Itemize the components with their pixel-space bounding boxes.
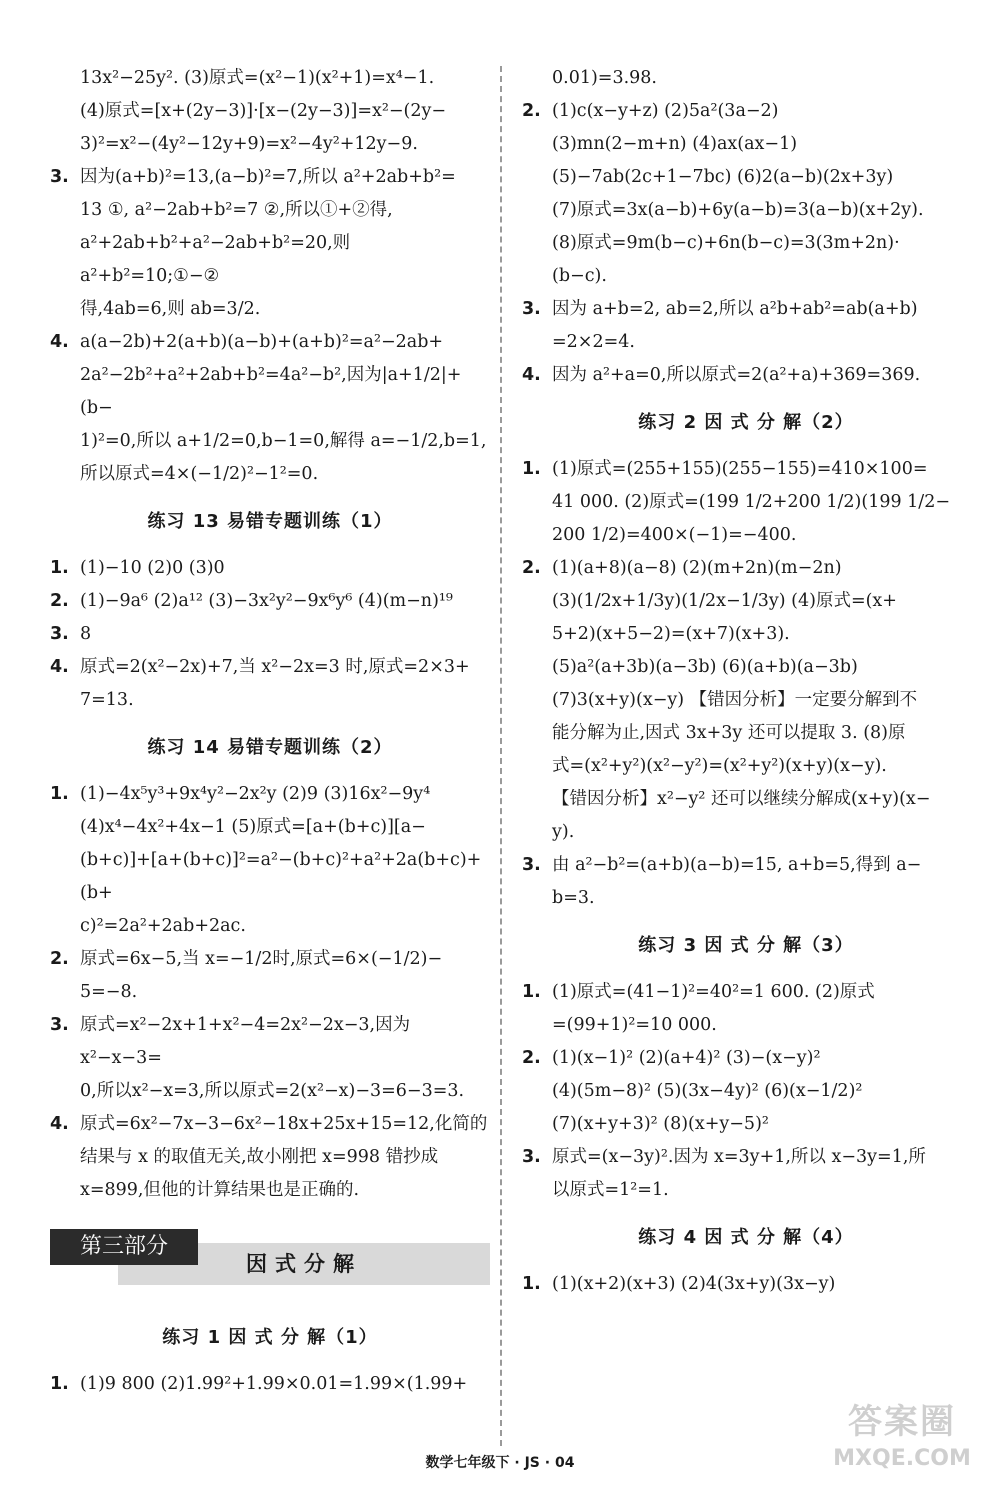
item-number: 1. xyxy=(522,1274,541,1294)
answer-line: (4)x⁴−4x²+4x−1 (5)原式=[a+(b+c)][a− xyxy=(80,817,426,837)
answer-line: 原式=x²−2x+1+x²−4=2x²−2x−3,因为 x²−x−3= xyxy=(80,1015,411,1068)
answer-line: (1)9 800 (2)1.99²+1.99×0.01=1.99×(1.99+ xyxy=(80,1374,468,1394)
watermark-text: 答案圈 xyxy=(848,1402,956,1442)
answer-line: (3)(1/2x+1/3y)(1/2x−1/3y) (4)原式=(x+ xyxy=(552,591,897,611)
answer-line: (1)(x+2)(x+3) (2)4(3x+y)(3x−y) xyxy=(552,1274,836,1294)
answer-line: (1)(a+8)(a−8) (2)(m+2n)(m−2n) xyxy=(552,558,842,578)
answer-line: (1)原式=(41−1)²=40²=1 600. (2)原式 xyxy=(552,982,875,1002)
item-number: 3. xyxy=(50,167,69,187)
item-number: 1. xyxy=(522,982,541,1002)
answer-item xyxy=(50,1368,490,1401)
item-number: 3. xyxy=(522,855,541,875)
item-number: 2. xyxy=(522,558,541,578)
answer-line: =2×2=4. xyxy=(552,332,635,352)
answer-line: (7)3(x+y)(x−y) 【错因分析】一定要分解到不 xyxy=(552,690,918,710)
left-column xyxy=(50,62,490,1401)
section-heading: 练习 4 因 式 分 解（4） xyxy=(638,1227,854,1248)
answer-line: 原式=2(x²−2x)+7,当 x²−2x=3 时,原式=2×3+ xyxy=(80,657,470,677)
answer-item xyxy=(50,778,490,943)
answer-line: 式=(x²+y²)(x²−y²)=(x²+y²)(x+y)(x−y). xyxy=(552,756,887,776)
answer-line: 以原式=1²=1. xyxy=(552,1180,669,1200)
item-number: 4. xyxy=(50,1114,69,1134)
page-footer: 数学七年级下 · JS · 04 xyxy=(425,1455,575,1471)
column-divider xyxy=(500,66,502,1446)
answer-line: 所以原式=4×(−1/2)²−1²=0. xyxy=(80,464,319,484)
answer-line: (7)(x+y+3)² (8)(x+y−5)² xyxy=(552,1114,769,1134)
answer-line: (b−c). xyxy=(552,266,607,286)
answer-line: 由 a²−b²=(a+b)(a−b)=15, a+b=5,得到 a− xyxy=(552,855,922,875)
answer-item xyxy=(522,293,970,359)
answer-line: (1)−4x⁵y³+9x⁴y²−2x²y (2)9 (3)16x²−9y⁴ xyxy=(80,784,431,804)
answer-line: (1)c(x−y+z) (2)5a²(3a−2) xyxy=(552,101,779,121)
item-number: 4. xyxy=(50,657,69,677)
answer-item xyxy=(522,849,970,915)
answer-line: 0,所以x²−x=3,所以原式=2(x²−x)−3=6−3=3. xyxy=(80,1081,465,1101)
section-heading: 练习 14 易错专题训练（2） xyxy=(147,737,393,758)
item-number: 1. xyxy=(50,558,69,578)
answer-line: (1)原式=(255+155)(255−155)=410×100= xyxy=(552,459,928,479)
answer-line: 因为(a+b)²=13,(a−b)²=7,所以 a²+2ab+b²= xyxy=(80,167,456,187)
watermark-url: MXQE.COM xyxy=(833,1446,971,1471)
answer-item xyxy=(50,1108,490,1207)
answer-item xyxy=(522,453,970,552)
right-column xyxy=(522,62,970,1301)
answer-item xyxy=(50,62,490,161)
answer-item xyxy=(50,1009,490,1108)
answer-line: (3)mn(2−m+n) (4)ax(ax−1) xyxy=(552,134,798,154)
answer-line: (5)−7ab(2c+1−7bc) (6)2(a−b)(2x+3y) xyxy=(552,167,894,187)
answer-item xyxy=(50,161,490,326)
answer-line: a²+2ab+b²+a²−2ab+b²=20,则 a²+b²=10;①−② xyxy=(80,233,351,286)
answer-line: 能分解为止,因式 3x+3y 还可以提取 3. (8)原 xyxy=(552,723,906,743)
answer-line: (1)−9a⁶ (2)a¹² (3)−3x²y²−9x⁶y⁶ (4)(m−n)¹⁹ xyxy=(80,591,453,611)
answer-line: 41 000. (2)原式=(199 1/2+200 1/2)(199 1/2− xyxy=(552,492,951,512)
answer-line: 原式=6x−5,当 x=−1/2时,原式=6×(−1/2)− xyxy=(80,949,443,969)
section-heading: 练习 3 因 式 分 解（3） xyxy=(638,935,854,956)
answer-line: y). xyxy=(552,822,575,842)
answer-line: 7=13. xyxy=(80,690,134,710)
answer-line: (b+c)]+[a+(b+c)]²=a²−(b+c)²+a²+2a(b+c)+(b+ xyxy=(80,850,482,903)
answer-line: 13 ①, a²−2ab+b²=7 ②,所以①+②得, xyxy=(80,200,393,220)
answer-line: (1)(x−1)² (2)(a+4)² (3)−(x−y)² xyxy=(552,1048,821,1068)
item-number: 2. xyxy=(522,1048,541,1068)
answer-item xyxy=(522,1042,970,1141)
answer-item xyxy=(50,651,490,717)
answer-line: 5+2)(x+5−2)=(x+7)(x+3). xyxy=(552,624,790,644)
item-number: 2. xyxy=(50,591,69,611)
answer-line: 因为 a+b=2, ab=2,所以 a²b+ab²=ab(a+b) xyxy=(552,299,918,319)
answer-line: 原式=(x−3y)².因为 x=3y+1,所以 x−3y=1,所 xyxy=(552,1147,926,1167)
part-banner xyxy=(50,1229,490,1307)
answer-line: (8)原式=9m(b−c)+6n(b−c)=3(3m+2n)· xyxy=(552,233,900,253)
answer-item xyxy=(522,976,970,1042)
answer-line: a(a−2b)+2(a+b)(a−b)+(a+b)²=a²−2ab+ xyxy=(80,332,444,352)
section-heading: 练习 2 因 式 分 解（2） xyxy=(638,412,854,433)
answer-line: 3)²=x²−(4y²−12y+9)=x²−4y²+12y−9. xyxy=(80,134,418,154)
answer-item xyxy=(522,359,970,392)
answer-item xyxy=(50,618,490,651)
answer-line: 8 xyxy=(80,624,92,644)
section-heading: 练习 13 易错专题训练（1） xyxy=(147,511,393,532)
answer-line: 13x²−25y². (3)原式=(x²−1)(x²+1)=x⁴−1. xyxy=(80,68,435,88)
answer-line: (4)原式=[x+(2y−3)]·[x−(2y−3)]=x²−(2y− xyxy=(80,101,447,121)
answer-item xyxy=(50,326,490,491)
item-number: 1. xyxy=(522,459,541,479)
part-title: 因式分解 xyxy=(246,1252,362,1276)
answer-line: 5=−8. xyxy=(80,982,138,1002)
section-heading: 练习 1 因 式 分 解（1） xyxy=(162,1327,378,1348)
answer-line: (4)(5m−8)² (5)(3x−4y)² (6)(x−1/2)² xyxy=(552,1081,863,1101)
answer-line: (5)a²(a+3b)(a−3b) (6)(a+b)(a−3b) xyxy=(552,657,858,677)
watermark-logo xyxy=(812,1400,992,1482)
answer-line: 结果与 x 的取值无关,故小刚把 x=998 错抄成 xyxy=(80,1147,439,1167)
answer-item xyxy=(50,552,490,585)
item-number: 3. xyxy=(50,1015,69,1035)
item-number: 1. xyxy=(50,784,69,804)
answer-line: 200 1/2)=400×(−1)=−400. xyxy=(552,525,797,545)
answer-line: (1)−10 (2)0 (3)0 xyxy=(80,558,225,578)
answer-line: (7)原式=3x(a−b)+6y(a−b)=3(a−b)(x+2y). xyxy=(552,200,924,220)
answer-line: 【错因分析】x²−y² 还可以继续分解成(x+y)(x− xyxy=(552,789,931,809)
item-number: 3. xyxy=(50,624,69,644)
item-number: 2. xyxy=(50,949,69,969)
item-number: 1. xyxy=(50,1374,69,1394)
answer-line: c)²=2a²+2ab+2ac. xyxy=(80,916,246,936)
answer-item xyxy=(522,1141,970,1207)
answer-line: 1)²=0,所以 a+1/2=0,b−1=0,解得 a=−1/2,b=1, xyxy=(80,431,487,451)
answer-line: 2a²−2b²+a²+2ab+b²=4a²−b²,因为|a+1/2|+(b− xyxy=(80,365,462,418)
answer-line: 0.01)=3.98. xyxy=(552,68,657,88)
answer-line: 得,4ab=6,则 ab=3/2. xyxy=(80,299,261,319)
answer-line: 原式=6x²−7x−3−6x²−18x+25x+15=12,化简的 xyxy=(80,1114,488,1134)
item-number: 4. xyxy=(522,365,541,385)
answer-line: x=899,但他的计算结果也是正确的. xyxy=(80,1180,360,1200)
answer-line: b=3. xyxy=(552,888,595,908)
answer-line: 因为 a²+a=0,所以原式=2(a²+a)+369=369. xyxy=(552,365,921,385)
item-number: 3. xyxy=(522,1147,541,1167)
item-number: 3. xyxy=(522,299,541,319)
answer-item xyxy=(522,552,970,849)
answer-item xyxy=(50,943,490,1009)
answer-item xyxy=(50,585,490,618)
item-number: 2. xyxy=(522,101,541,121)
item-number: 4. xyxy=(50,332,69,352)
answer-item xyxy=(522,62,970,95)
answer-line: =(99+1)²=10 000. xyxy=(552,1015,717,1035)
answer-item xyxy=(522,1268,970,1301)
part-tag: 第三部分 xyxy=(50,1229,198,1265)
answer-item xyxy=(522,95,970,293)
